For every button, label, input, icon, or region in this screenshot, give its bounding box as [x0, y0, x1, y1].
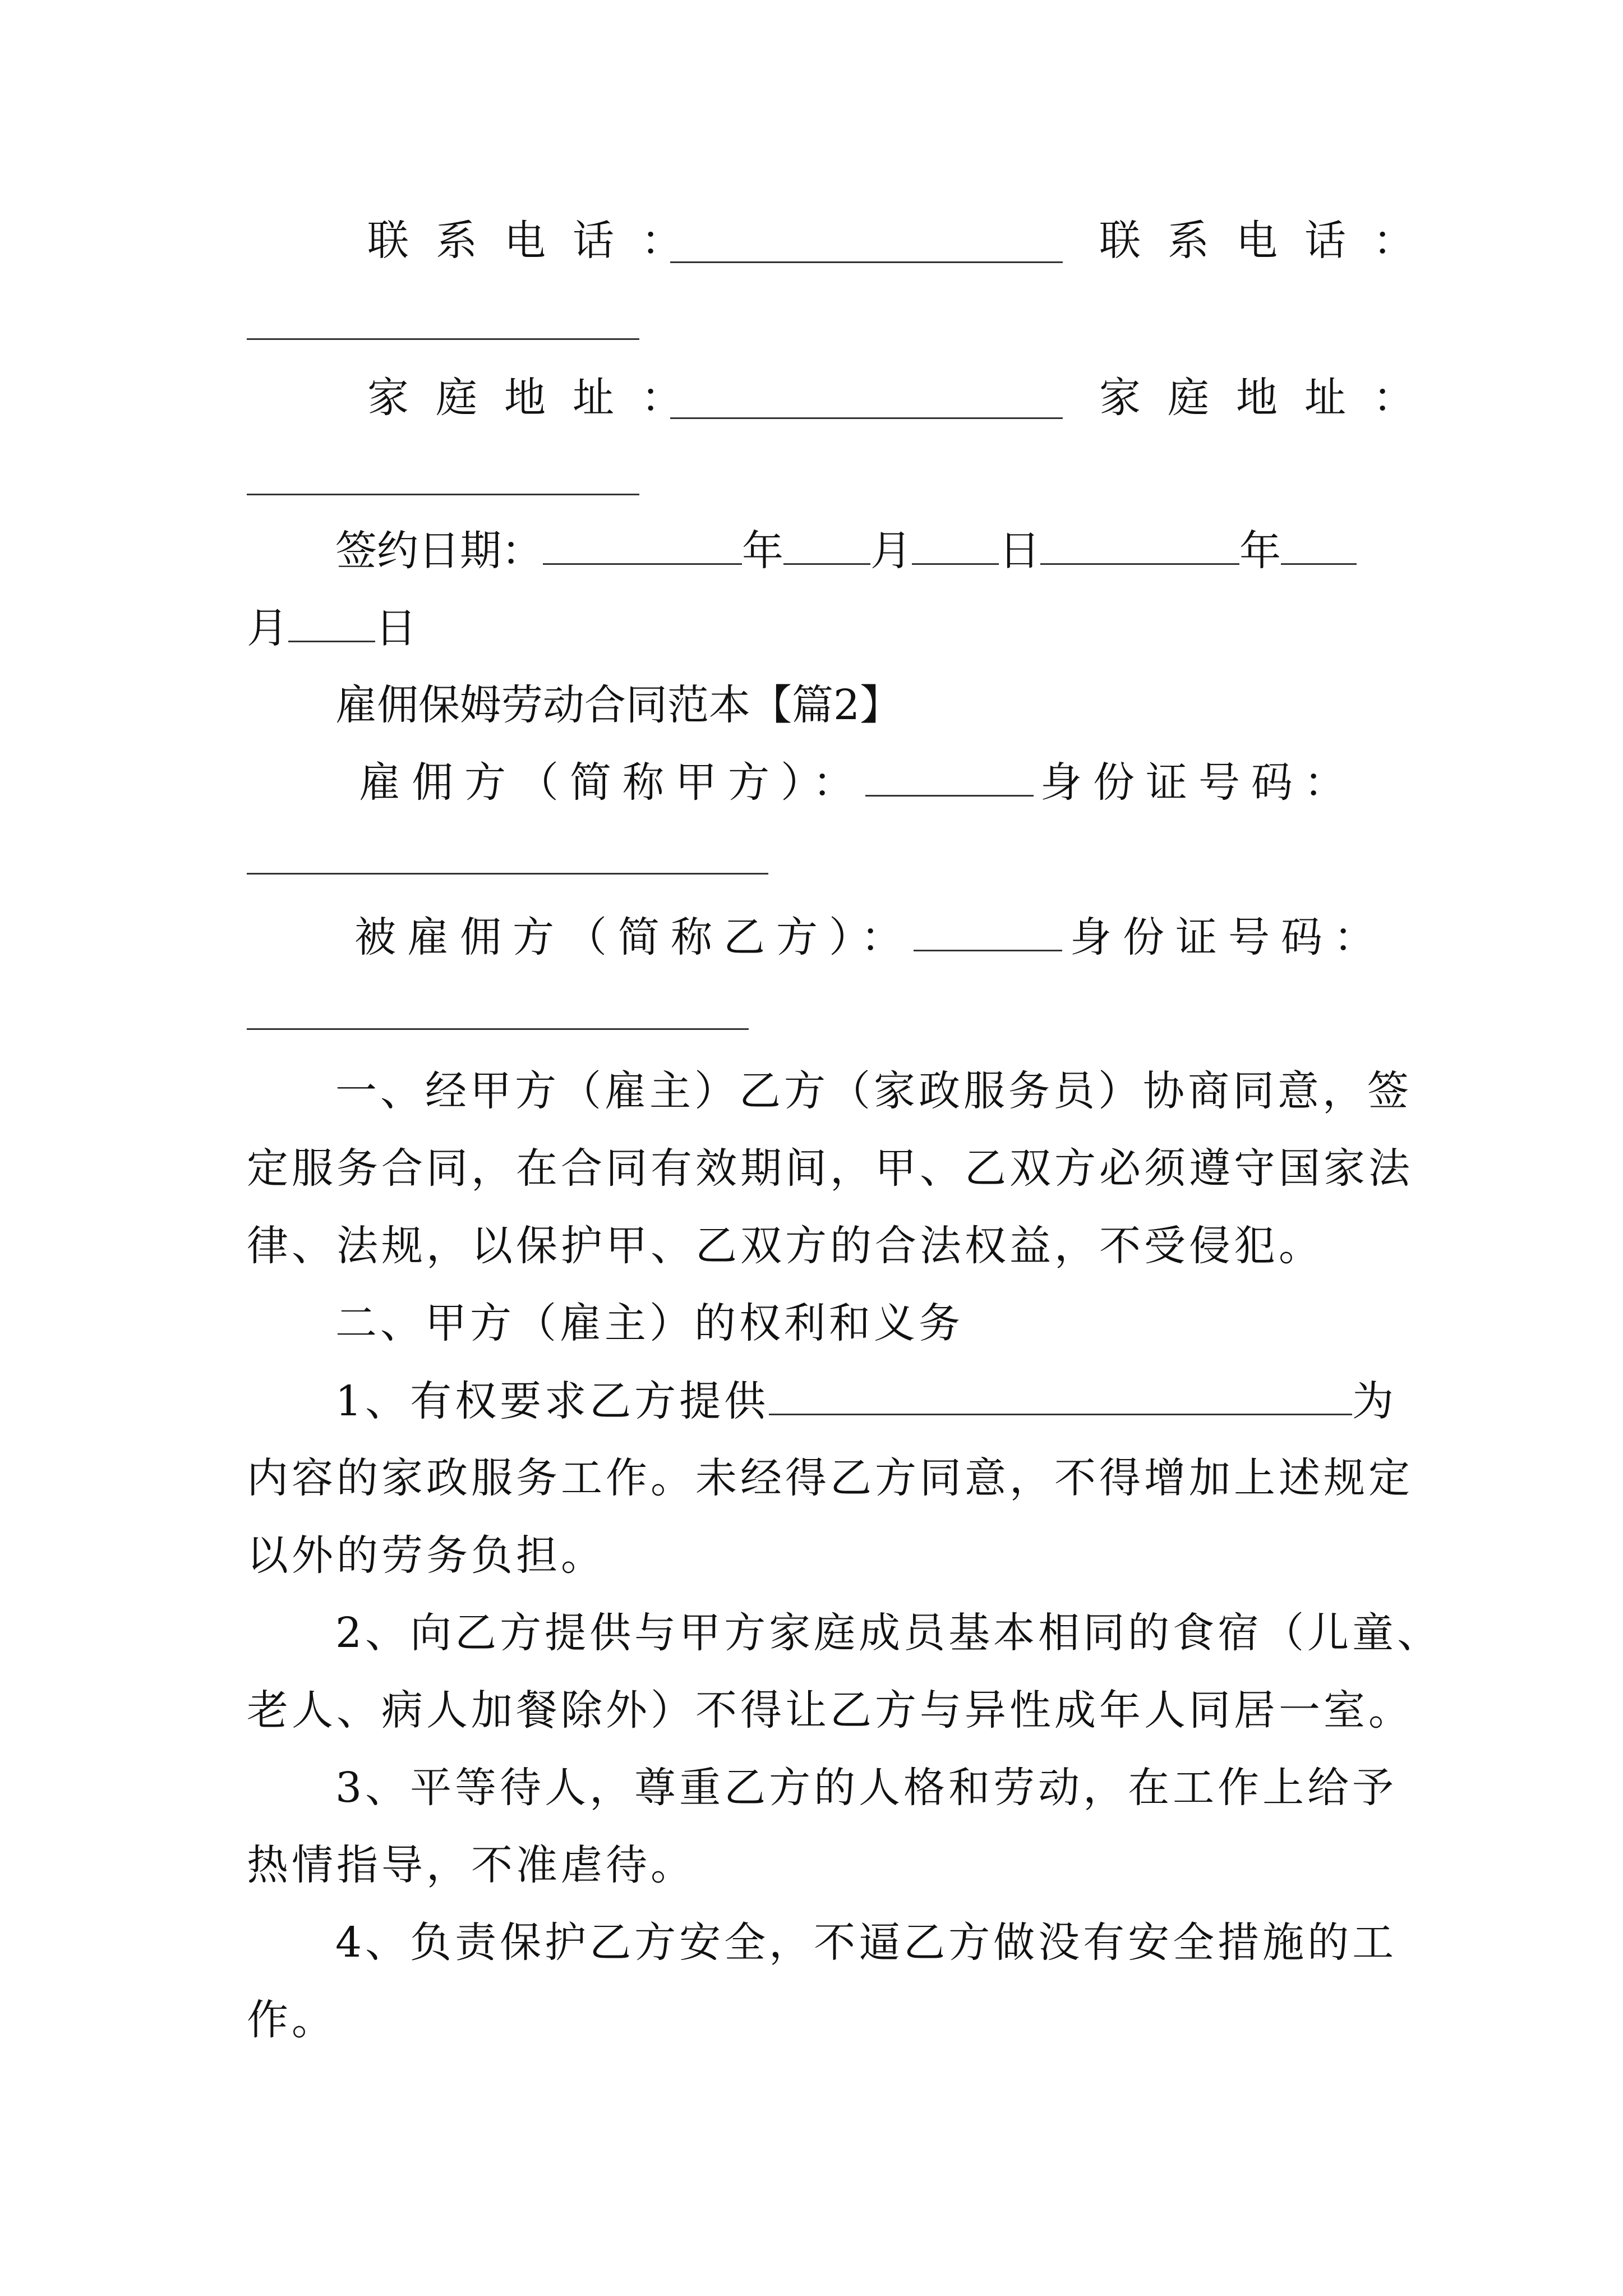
sign-date-day-blank-2	[288, 607, 375, 642]
clause-1-line-1: 一、经甲方（雇主）乙方（家政服务员）协商同意，签	[335, 1067, 1412, 1115]
employer-id-label: 身份证号码：	[1040, 758, 1357, 807]
sign-date-day-1: 日	[999, 527, 1040, 575]
sign-date-month-blank-1	[783, 530, 870, 565]
employee-id-blank	[247, 1028, 749, 1030]
contact-phone-right-blank	[247, 338, 639, 340]
item-1-line-1	[335, 1377, 1398, 1425]
clause-1-line-2: 定服务合同，在合同有效期间，甲、乙双方必须遵守国家法	[247, 1144, 1413, 1193]
employer-name-blank	[865, 761, 1034, 797]
contact-phone-left-blank	[670, 261, 1063, 263]
sign-date-year-blank-1	[543, 530, 742, 565]
item-1-line-3: 以外的劳务负担。	[247, 1531, 606, 1580]
sign-date-day-2: 日	[375, 604, 417, 652]
sign-date-line-1	[335, 527, 1357, 575]
sign-date-line-2	[247, 604, 417, 652]
item-1-line-2: 内容的家政服务工作。未经得乙方同意，不得增加上述规定	[247, 1454, 1413, 1502]
employee-name-blank	[914, 916, 1062, 951]
item-1-service-blank	[769, 1380, 1352, 1415]
employee-line	[354, 913, 1386, 961]
item-4-line-1: 4、负责保护乙方安全，不逼乙方做没有安全措施的工	[335, 1918, 1398, 1967]
employee-id-label: 身份证号码：	[1070, 913, 1386, 961]
item-1-prefix: 1、有权要求乙方提供	[335, 1377, 769, 1425]
contact-phone-right-label: 联系电话：	[1099, 217, 1441, 265]
sign-date-day-blank-1	[912, 530, 999, 565]
sign-date-label: 签约日期：	[335, 527, 543, 575]
item-4-line-2: 作。	[247, 1996, 336, 2044]
sign-date-month-blank-2	[1281, 530, 1357, 565]
sign-date-year-blank-2	[1040, 530, 1239, 565]
home-address-right-label: 家庭地址：	[1099, 374, 1441, 422]
sign-date-year-1: 年	[742, 527, 783, 575]
item-2-line-2: 老人、病人加餐除外）不得让乙方与异性成年人同居一室。	[247, 1686, 1413, 1734]
sign-date-year-2: 年	[1239, 527, 1281, 575]
employee-label: 被雇佣方（简称乙方）：	[354, 913, 914, 961]
item-1-suffix: 为	[1352, 1377, 1398, 1425]
section-title: 雇佣保姆劳动合同范本【篇2】	[335, 681, 902, 729]
employer-label: 雇佣方（简称甲方）：	[359, 758, 865, 807]
home-address-right-blank	[247, 494, 639, 495]
clause-2-title: 二、甲方（雇主）的权利和义务	[335, 1299, 963, 1347]
sign-date-month-1: 月	[870, 527, 912, 575]
item-3-line-2: 热情指导，不准虐待。	[247, 1841, 695, 1889]
clause-1-line-3: 律、法规，以保护甲、乙双方的合法权益，不受侵犯。	[247, 1222, 1324, 1270]
home-address-left-blank	[670, 417, 1063, 419]
sign-date-month-2: 月	[247, 604, 288, 652]
contact-phone-left-label: 联系电话：	[367, 217, 709, 265]
home-address-left-label: 家庭地址：	[367, 374, 709, 422]
item-3-line-1: 3、平等待人，尊重乙方的人格和劳动，在工作上给予	[335, 1764, 1398, 1812]
item-2-line-1: 2、向乙方提供与甲方家庭成员基本相同的食宿（儿童、	[335, 1609, 1442, 1657]
employer-line	[359, 758, 1357, 807]
employer-id-blank	[247, 873, 768, 875]
